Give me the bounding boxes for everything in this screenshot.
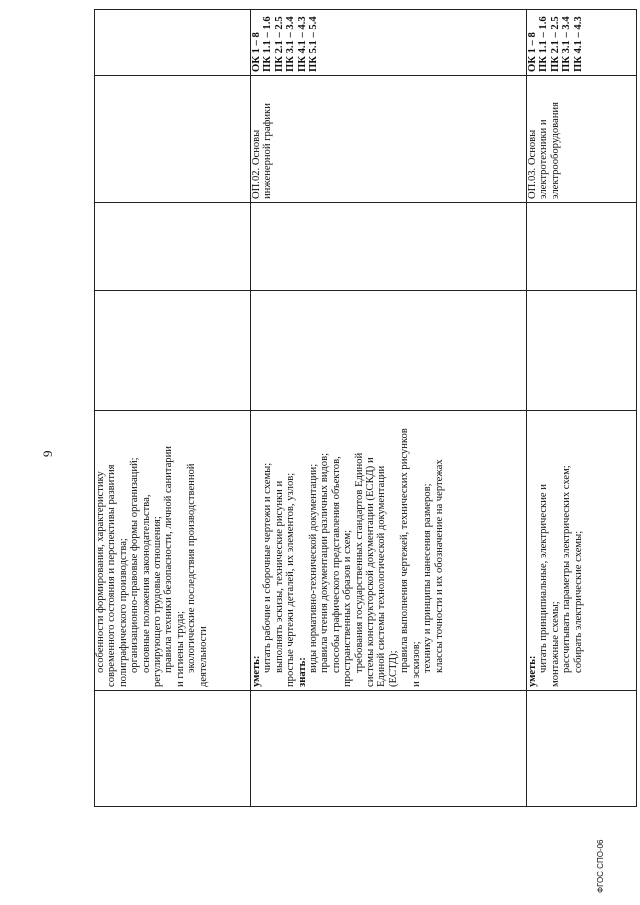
requirement-line: способы графического представления объектов,: [330, 456, 342, 673]
requirement-line: Единой системы технологической документации: [376, 465, 388, 687]
requirements-cell: [251, 411, 527, 691]
table-row: [95, 10, 251, 807]
requirement-line: основные положения законодательства,: [140, 494, 152, 673]
requirement-line: выполнять эскизы, технические рисунки и: [273, 480, 285, 673]
competency-code: ПК 4.1 – 4.3: [296, 16, 308, 72]
requirements-cell: [95, 411, 251, 691]
curriculum-table: [94, 9, 637, 807]
requirement-line: читать рабочие и сборочные чертежи и схемы;: [262, 462, 274, 673]
index-cell: [95, 691, 251, 807]
competencies-cell: [251, 10, 527, 76]
competency-code: ПК 4.1 – 4.3: [572, 16, 584, 72]
requirement-line: правила техники безопасности, личной санитарии: [163, 446, 175, 673]
requirement-line: современного состояния и перспективы развития: [106, 464, 118, 687]
requirement-line: монтажные схемы;: [549, 601, 561, 687]
discipline-cell: [251, 76, 527, 203]
requirements-cell: [527, 411, 637, 691]
competency-code: ПК 3.1 – 3.4: [561, 16, 573, 72]
requirement-line: рассчитывать параметры электрических схем;: [561, 465, 573, 673]
discipline-line: электротехники и: [538, 119, 550, 199]
competencies-cell: [527, 10, 637, 76]
competency-code: ПК 2.1 – 2.5: [273, 16, 285, 72]
requirement-line: классы точности и их обозначение на чертежах: [433, 459, 445, 673]
section-heading: знать:: [296, 657, 308, 687]
competency-code: ОК 1 – 8: [527, 32, 538, 72]
requirement-line: простые чертежи деталей, их элементов, узлов;: [285, 472, 297, 687]
requirement-line: правила выполнения чертежей, технических рисунков: [399, 428, 411, 673]
hours-class-cell: [527, 203, 637, 291]
competencies-cell: [95, 10, 251, 76]
discipline-cell: [527, 76, 637, 203]
competency-code: ПК 2.1 – 2.5: [549, 16, 561, 72]
requirement-line: полиграфического производства;: [117, 538, 129, 687]
section-heading: уметь:: [251, 655, 262, 687]
requirement-line: (ЕСТД);: [387, 650, 399, 687]
requirement-line: требования государственных стандартов Единой: [353, 452, 365, 673]
section-heading: уметь:: [527, 655, 538, 687]
requirement-line: правила чтения документации различных видов;: [319, 452, 331, 673]
table-row: [527, 10, 637, 807]
hours-max-cell: [527, 291, 637, 411]
requirement-line: виды нормативно-технической документации;: [308, 463, 320, 673]
table-row: [251, 10, 527, 807]
discipline-line: электрооборудования: [549, 102, 561, 199]
hours-class-cell: [251, 203, 527, 291]
hours-max-cell: [95, 291, 251, 411]
requirement-line: деятельности: [197, 626, 209, 687]
requirement-line: системы конструкторской документации (ЕСКД) и: [365, 457, 377, 687]
requirement-line: регулирующего трудовые отношения;: [152, 516, 164, 687]
index-cell: [251, 691, 527, 807]
requirement-line: читать принципиальные, электрические и: [538, 484, 550, 673]
requirement-line: пространственных образов и схем;: [342, 529, 354, 687]
hours-max-cell: [251, 291, 527, 411]
competency-code: ПК 5.1 – 5.4: [308, 16, 320, 72]
index-cell: [527, 691, 637, 807]
hours-class-cell: [95, 203, 251, 291]
requirement-line: и гигиены труда;: [174, 610, 186, 687]
discipline-line: инженерной графики: [262, 103, 274, 199]
requirement-line: собирать электрические схемы;: [572, 530, 584, 673]
discipline-line: ОП.03. Основы: [527, 129, 538, 199]
page-number: 9: [40, 450, 55, 457]
requirement-line: организационно-правовые формы организаций;: [129, 457, 141, 673]
requirement-line: экологические последствия производственной: [186, 463, 198, 673]
footer-code: ФГОС СПО-06: [596, 839, 605, 893]
discipline-cell: [95, 76, 251, 203]
competency-code: ПК 1.1 – 1.6: [538, 16, 550, 72]
discipline-line: ОП.02. Основы: [251, 129, 262, 199]
requirement-line: технику и принципы нанесения размеров;: [422, 483, 434, 673]
requirement-line: особенности формирования, характеристику: [95, 471, 106, 673]
competency-code: ОК 1 – 8: [251, 32, 262, 72]
competency-code: ПК 1.1 – 1.6: [262, 16, 274, 72]
competency-code: ПК 3.1 – 3.4: [285, 16, 297, 72]
requirement-line: и эскизов;: [410, 641, 422, 687]
